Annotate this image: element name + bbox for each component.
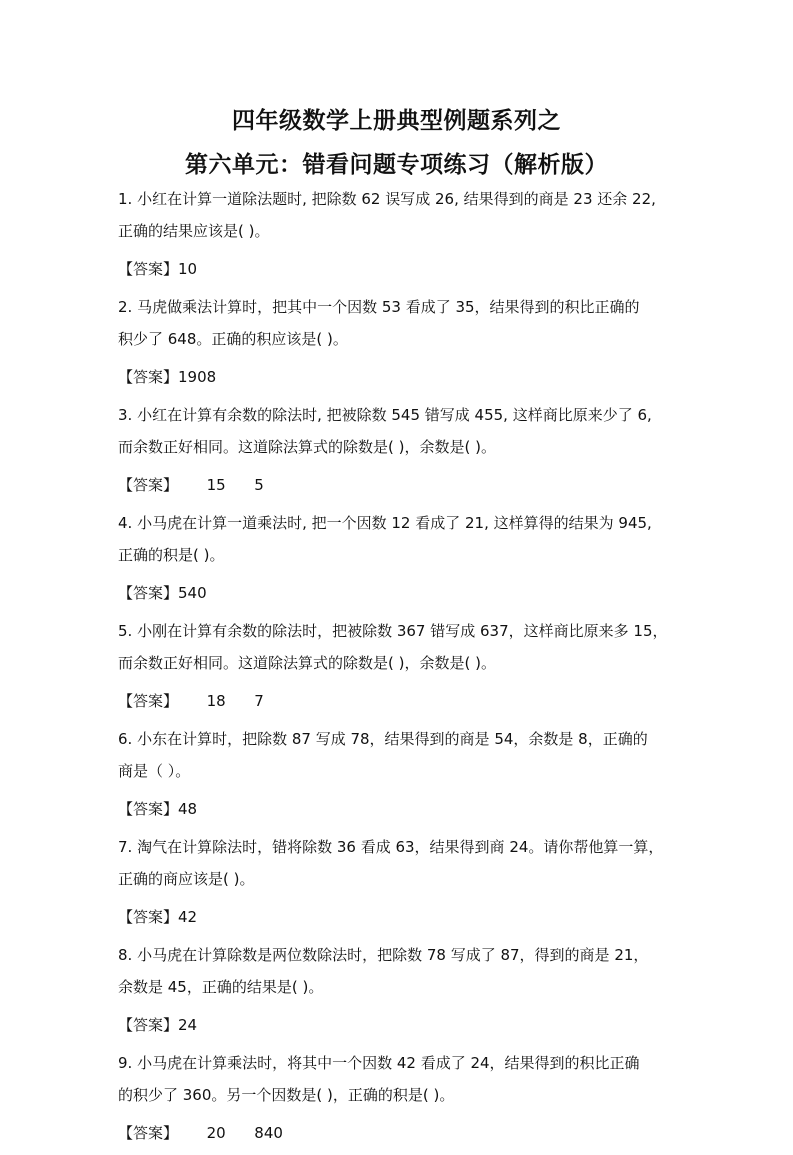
document-title: 四年级数学上册典型例题系列之 — [232, 108, 561, 134]
answer-text: 【答案】48 — [118, 800, 198, 818]
question-text: 1. 小红在计算一道除法题时, 把除数 62 误写成 26, 结果得到的商是 23 还余 22, 正确的结果应该是( )。 — [118, 190, 656, 240]
question-item-5 — [118, 615, 678, 717]
question-text: 2. 马虎做乘法计算时，把其中一个因数 53 看成了 35，结果得到的积比正确的 积少了 648。正确的积应该是( )。 — [118, 298, 640, 348]
answer-text: 【答案】42 — [118, 908, 198, 926]
answer-text: 【答案】 15 5 — [118, 476, 264, 494]
answer-text: 【答案】 20 840 — [118, 1124, 283, 1142]
question-list — [118, 183, 678, 1155]
question-text: 9. 小马虎在计算乘法时，将其中一个因数 42 看成了 24，结果得到的积比正确 的积少了 360。另一个因数是( )，正确的积是( )。 — [118, 1054, 640, 1104]
answer-text: 【答案】10 — [118, 260, 198, 278]
question-item-9 — [118, 1047, 678, 1149]
answer-text: 【答案】 18 7 — [118, 692, 264, 710]
question-text: 3. 小红在计算有余数的除法时, 把被除数 545 错写成 455, 这样商比原来少了 6, 而余数正好相同。这道除法算式的除数是( )，余数是( )。 — [118, 406, 652, 456]
question-item-2 — [118, 291, 678, 393]
question-item-8 — [118, 939, 678, 1041]
question-item-1 — [118, 183, 678, 285]
document-subtitle: 第六单元：错看问题专项练习（解析版） — [185, 152, 608, 178]
question-item-4 — [118, 507, 678, 609]
question-item-3 — [118, 399, 678, 501]
question-item-6 — [118, 723, 678, 825]
answer-text: 【答案】1908 — [118, 368, 217, 386]
answer-text: 【答案】540 — [118, 584, 207, 602]
answer-text: 【答案】24 — [118, 1016, 198, 1034]
question-item-7 — [118, 831, 678, 933]
question-text: 7. 淘气在计算除法时，错将除数 36 看成 63，结果得到商 24。请你帮他算一算， 正确的商应该是( )。 — [118, 838, 664, 888]
question-text: 4. 小马虎在计算一道乘法时, 把一个因数 12 看成了 21, 这样算得的结果为 945, 正确的积是( )。 — [118, 514, 652, 564]
question-text: 5. 小刚在计算有余数的除法时，把被除数 367 错写成 637，这样商比原来多 15， 而余数正好相同。这道除法算式的除数是( )，余数是( )。 — [118, 622, 668, 672]
question-text: 8. 小马虎在计算除数是两位数除法时，把除数 78 写成了 87，得到的商是 21， 余数是 45，正确的结果是( )。 — [118, 946, 649, 996]
question-text: 6. 小东在计算时，把除数 87 写成 78，结果得到的商是 54，余数是 8，正确的 商是（ ）。 — [118, 730, 648, 780]
